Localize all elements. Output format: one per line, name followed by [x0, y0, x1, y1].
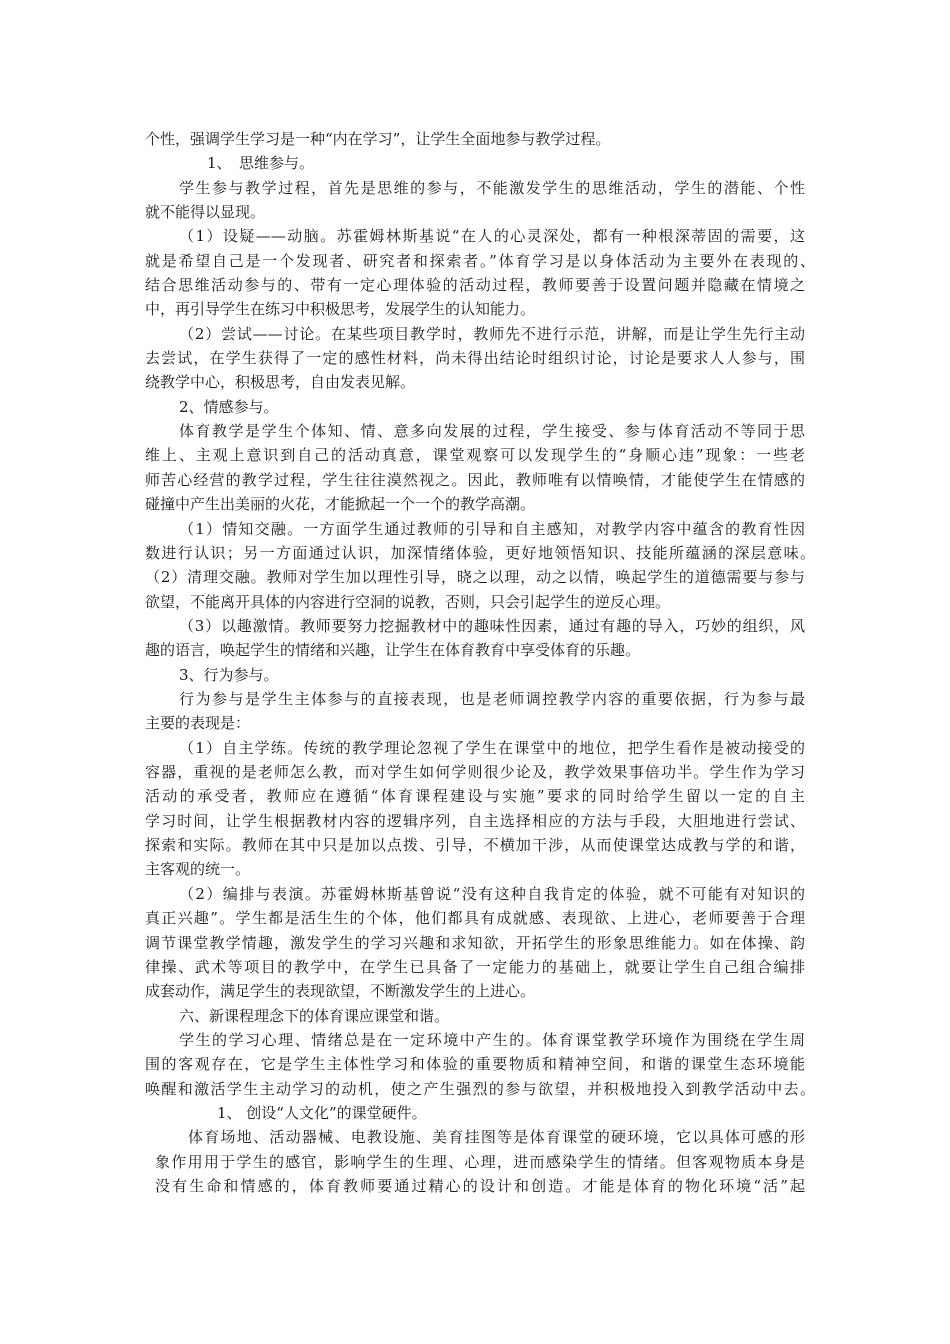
text-line: 没有生命和情感的，体育教师要通过精心的设计和创造。才能是体育的物化环境“活”起	[155, 1177, 805, 1195]
text-line: 真正兴趣”。学生都是活生生的个体，他们都具有成就感、表现欲、上进心，老师要善于合理	[145, 909, 805, 927]
text-line: 活动的承受者，教师应在遵循“体育课程建设与实施”要求的同时给学生留以一定的自主	[145, 787, 805, 805]
text-line: 绕教学中心，积极思考，自由发表见解。	[145, 373, 416, 391]
text-line: 唤醒和激活学生主动学习的动机，使之产生强烈的参与欲望，并积极地投入到教学活动中去。	[145, 1080, 815, 1098]
text-line: 数进行认识；另一方面通过认识，加深情绪体验，更好地领悟知识、技能所蕴涵的深层意味。	[145, 544, 815, 562]
text-line: （1）设疑——动脑。苏霍姆林斯基说“在人的心灵深处，都有一种根深蒂固的需要，这	[179, 227, 805, 245]
text-line: 体育场地、活动器械、电教设施、美育挂图等是体育课堂的硬环境，它以具体可感的形	[188, 1128, 805, 1146]
section-heading: 六、新课程理念下的体育课应课堂和谐。	[179, 1007, 450, 1025]
text-line: 学习时间，让学生根据教材内容的逻辑序列，自主选择相应的方法与手段，大胆地进行尝试、	[145, 812, 805, 830]
text-line: 律操、武术等项目的教学中，在学生已具备了一定能力的基础上，就要让学生自己组合编排	[145, 958, 805, 976]
text-line: （1）情知交融。一方面学生通过教师的引导和自主感知，对教学内容中蕴含的教育性因	[179, 520, 805, 538]
text-line: （1）自主学练。传统的教学理论忽视了学生在课堂中的地位，把学生看作是被动接受的	[179, 739, 805, 757]
text-line: 结合思维活动参与的、带有一定心理体验的活动过程，教师要善于设置问题并隐藏在情境之	[145, 276, 805, 294]
text-line: （2）尝试——讨论。在某些项目教学时，教师先不进行示范，讲解，而是让学生先行主动	[179, 325, 805, 343]
text-line: 体育教学是学生个体知、情、意多向发展的过程，学生接受、参与体育活动不等同于思	[179, 422, 805, 440]
text-line: 主要的表现是：	[145, 714, 251, 732]
section-heading: 3、行为参与。	[179, 666, 279, 684]
text-line: 个性，强调学生学习是一种“内在学习”，让学生全面地参与教学过程。	[145, 130, 611, 148]
section-heading: 2、情感参与。	[179, 398, 279, 416]
text-line: 去尝试，在学生获得了一定的感性材料，尚未得出结论时组织讨论，讨论是要求人人参与，围	[145, 349, 805, 367]
text-line: 师苦心经营的教学过程，学生往往漠然视之。因此，教师唯有以情唤情，才能使学生在情感的	[145, 471, 805, 489]
section-heading: 1、 思维参与。	[207, 154, 315, 172]
text-line: 主客观的统一。	[145, 860, 251, 878]
text-line: 维上、主观上意识到自己的活动真意，课堂观察可以发现学生的“身顺心违”现象：一些老	[145, 446, 805, 464]
text-line: 围的客观存在，它是学生主体性学习和体验的重要物质和精神空间，和谐的课堂生态环境能	[145, 1055, 805, 1073]
text-line: 碰撞中产生出美丽的火花，才能掀起一个一个的教学高潮。	[145, 495, 536, 513]
text-line: 成套动作，满足学生的表现欲望，不断激发学生的上进心。	[145, 982, 536, 1000]
text-line: 象作用用于学生的感官，影响学生的生理、心理，进而感染学生的情绪。但客观物质本身是	[155, 1153, 805, 1171]
text-line: （3）以趣激情。教师要努力挖掘教材中的趣味性因素，通过有趣的导入，巧妙的组织，风	[179, 617, 805, 635]
text-line: 学生参与教学过程，首先是思维的参与，不能激发学生的思维活动，学生的潜能、个性	[179, 179, 805, 197]
text-line: （2）编排与表演。苏霍姆林斯基曾说“没有这种自我肯定的体验，就不可能有对知识的	[179, 885, 805, 903]
text-line: 容器，重视的是老师怎么教，而对学生如何学则很少论及，教学效果事倍功半。学生作为学习	[145, 763, 805, 781]
text-line: 趣的语言，唤起学生的情绪和兴趣，让学生在体育教育中享受体育的乐趣。	[145, 641, 641, 659]
text-line: 就不能得以显现。	[145, 203, 266, 221]
text-line: 欲望，不能离开具体的内容进行空洞的说教，否则，只会引起学生的逆反心理。	[145, 593, 671, 611]
text-line: 学生的学习心理、情绪总是在一定环境中产生的。体育课堂教学环境作为围绕在学生周	[179, 1031, 805, 1049]
text-line: 中，再引导学生在练习中积极思考，发展学生的认知能力。	[145, 300, 536, 318]
text-line: 调节课堂教学情趣，激发学生的学习兴趣和求知欲，开拓学生的形象思维能力。如在体操、韵	[145, 934, 805, 952]
text-line: 探索和实际。教师在其中只是加以点拨、引导，不横加干涉，从而使课堂达成教与学的和谐，	[145, 836, 805, 854]
text-line: 行为参与是学生主体参与的直接表现，也是老师调控教学内容的重要依据，行为参与最	[179, 690, 805, 708]
section-heading: 1、 创设“人文化”的课堂硬件。	[217, 1104, 427, 1122]
text-line: 就是希望自己是一个发现者、研究者和探索者。”体育学习是以身体活动为主要外在表现的、	[145, 252, 815, 270]
text-line: （2）清理交融。教师对学生加以理性引导，晓之以理，动之以情，唤起学生的道德需要与参与	[145, 568, 805, 586]
